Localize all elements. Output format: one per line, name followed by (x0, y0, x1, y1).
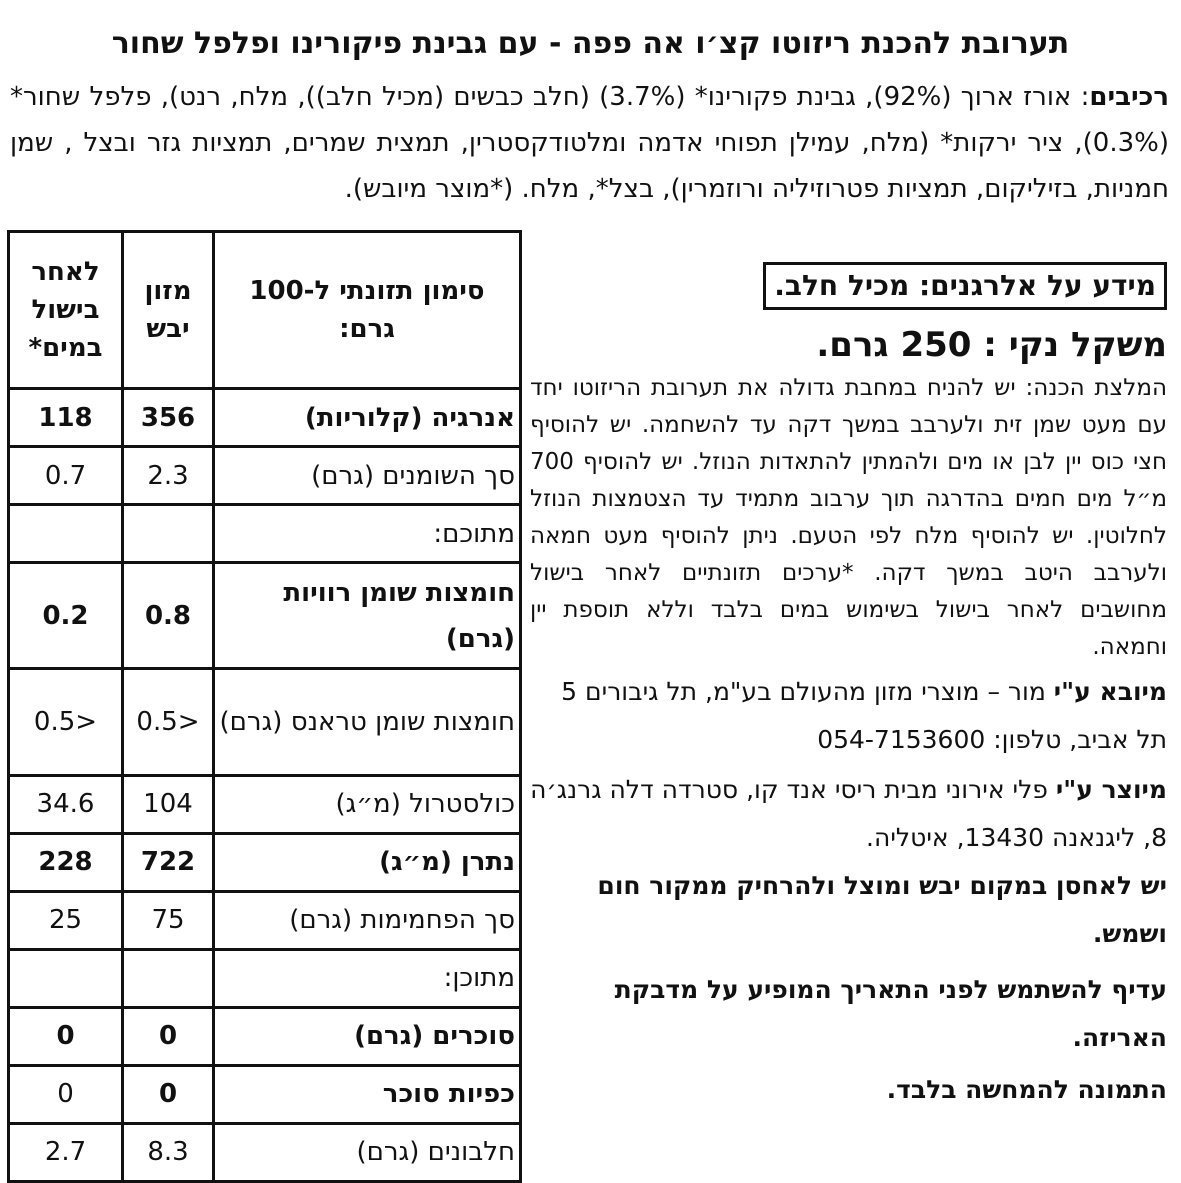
nutrition-cooked-value: 118 (9, 389, 123, 447)
nutrition-cooked-value: 0.2 (9, 563, 123, 669)
nutrition-row-total-fat (9, 447, 521, 505)
nutrition-label: חלבונים (גרם) (214, 1123, 521, 1181)
nutrition-cooked-value: 2.7 (9, 1123, 123, 1181)
net-weight: משקל נקי : 250 גרם. (816, 325, 1167, 365)
nutrition-label: חומצות שומן טראנס (גרם) (214, 669, 521, 775)
producer-text: פלי אירוני מבית ריסי אנד קו, סטרדה דלה גרנג׳ה 8, ליגנאנה 13430, איטליה. (530, 775, 1167, 852)
nutrition-row-of-which-carbs (9, 949, 521, 1007)
nutrition-dry-value: 356 (123, 389, 214, 447)
nutrition-row-saturated-fat (9, 563, 521, 669)
nutrition-cooked-value: 0 (9, 1007, 123, 1065)
nutrition-cooked-value (9, 505, 123, 563)
nutrition-cooked-value: 228 (9, 833, 123, 891)
nutrition-cooked-value: <0.5 (9, 669, 123, 775)
nutrition-row-trans-fat (9, 669, 521, 775)
nutrition-header-cooked: לאחר בישול במים* (9, 232, 123, 389)
nutrition-label: כפיות סוכר (214, 1065, 521, 1123)
product-title: תערובת להכנת ריזוטו קצ׳ו אה פפה - עם גבינת פיקורינו ופלפל שחור (111, 26, 1070, 61)
nutrition-cooked-value: 34.6 (9, 775, 123, 833)
ingredients-text: : אורז ארוך (92%), גבינת פקורינו* (3.7%) (חלב כבשים (מכיל חלב)), מלח, רנט), פלפל שחור* (0.3%), ציר ירקות* (מלח, עמילן תפוחי אדמה ומלטודקסטרין, תמצית שמרים, תמציות גזר ובצל , שמן חמניות, בזיליקום, תמציות פטרוזיליה ורוזמרין), בצל*, מלח. (*מוצר מיובש). (10, 82, 1169, 204)
nutrition-row-sodium (9, 833, 521, 891)
nutrition-header-label: סימון תזונתי ל-100 גרם: (214, 232, 521, 389)
preparation-instructions: המלצת הכנה: יש להניח במחבת גדולה את תערובת הריזוטו יחד עם מעט שמן זית ולערבב במשך דקה עד להשחמה. יש להוסיף חצי כוס יין לבן או מים ולהמתין להתאדות הנוזל. יש להוסיף 700 מ״ל מים חמים בהדרגה תוך ערבוב מתמיד עד הצטמצות הנוזל לחלוטין. יש להוסיף מלח לפי הטעם. ניתן להוסיף מעט חמאה ולערבב היטב במשך דקה. *ערכים תזונתיים לאחר בישול מחושבים לאחר בישול בשימוש במים בלבד וללא תוספת יין וחמאה. (530, 375, 1167, 660)
nutrition-row-sugar-teaspoons (9, 1065, 521, 1123)
producer-info (530, 766, 1167, 862)
producer-label: מיוצר ע"י (1055, 775, 1167, 804)
nutrition-dry-value: 2.3 (123, 447, 214, 505)
nutrition-label: סך השומנים (גרם) (214, 447, 521, 505)
ingredients-label: רכיבים (1089, 82, 1169, 112)
nutrition-label: נתרן (מ״ג) (214, 833, 521, 891)
nutrition-label: כולסטרול (מ״ג) (214, 775, 521, 833)
nutrition-label: אנרגיה (קלוריות) (214, 389, 521, 447)
nutrition-dry-value (123, 505, 214, 563)
product-info-column (530, 258, 1167, 1114)
nutrition-cooked-value (9, 949, 123, 1007)
nutrition-label: מתוכם: (214, 505, 521, 563)
importer-label: מיובא ע"י (1053, 677, 1167, 706)
image-disclaimer: התמונה להמחשה בלבד. (886, 1075, 1167, 1104)
storage-instructions: יש לאחסן במקום יבש ומוצל ולהרחיק ממקור חום ושמש. (597, 871, 1167, 948)
nutrition-dry-value: 0 (123, 1007, 214, 1065)
nutrition-row-of-which-fat (9, 505, 521, 563)
nutrition-label: חומצות שומן רוויות (גרם) (214, 563, 521, 669)
nutrition-row-cholesterol (9, 775, 521, 833)
nutrition-header-row (9, 232, 521, 389)
nutrition-table (7, 230, 522, 1183)
nutrition-row-energy (9, 389, 521, 447)
nutrition-header-dry: מזון יבש (123, 232, 214, 389)
nutrition-dry-value: <0.5 (123, 669, 214, 775)
nutrition-cooked-value: 25 (9, 891, 123, 949)
nutrition-cooked-value: 0.7 (9, 447, 123, 505)
nutrition-dry-value: 8.3 (123, 1123, 214, 1181)
nutrition-dry-value (123, 949, 214, 1007)
ingredients-paragraph (10, 74, 1169, 212)
best-before-note: עדיף להשתמש לפני התאריך המופיע על מדבקת האריזה. (614, 975, 1167, 1052)
nutrition-dry-value: 75 (123, 891, 214, 949)
nutrition-row-sugars (9, 1007, 521, 1065)
nutrition-label: סך הפחמימות (גרם) (214, 891, 521, 949)
nutrition-dry-value: 722 (123, 833, 214, 891)
allergen-box: מידע על אלרגנים: מכיל חלב. (763, 262, 1167, 310)
nutrition-label: סוכרים (גרם) (214, 1007, 521, 1065)
nutrition-label: מתוכן: (214, 949, 521, 1007)
nutrition-cooked-value: 0 (9, 1065, 123, 1123)
nutrition-dry-value: 0 (123, 1065, 214, 1123)
nutrition-dry-value: 0.8 (123, 563, 214, 669)
nutrition-dry-value: 104 (123, 775, 214, 833)
importer-info (530, 668, 1167, 764)
nutrition-row-carbohydrates (9, 891, 521, 949)
nutrition-row-protein (9, 1123, 521, 1181)
importer-text: מור – מוצרי מזון מהעולם בע"מ, תל גיבורים 5 תל אביב, טלפון: 054-7153600 (561, 677, 1167, 754)
